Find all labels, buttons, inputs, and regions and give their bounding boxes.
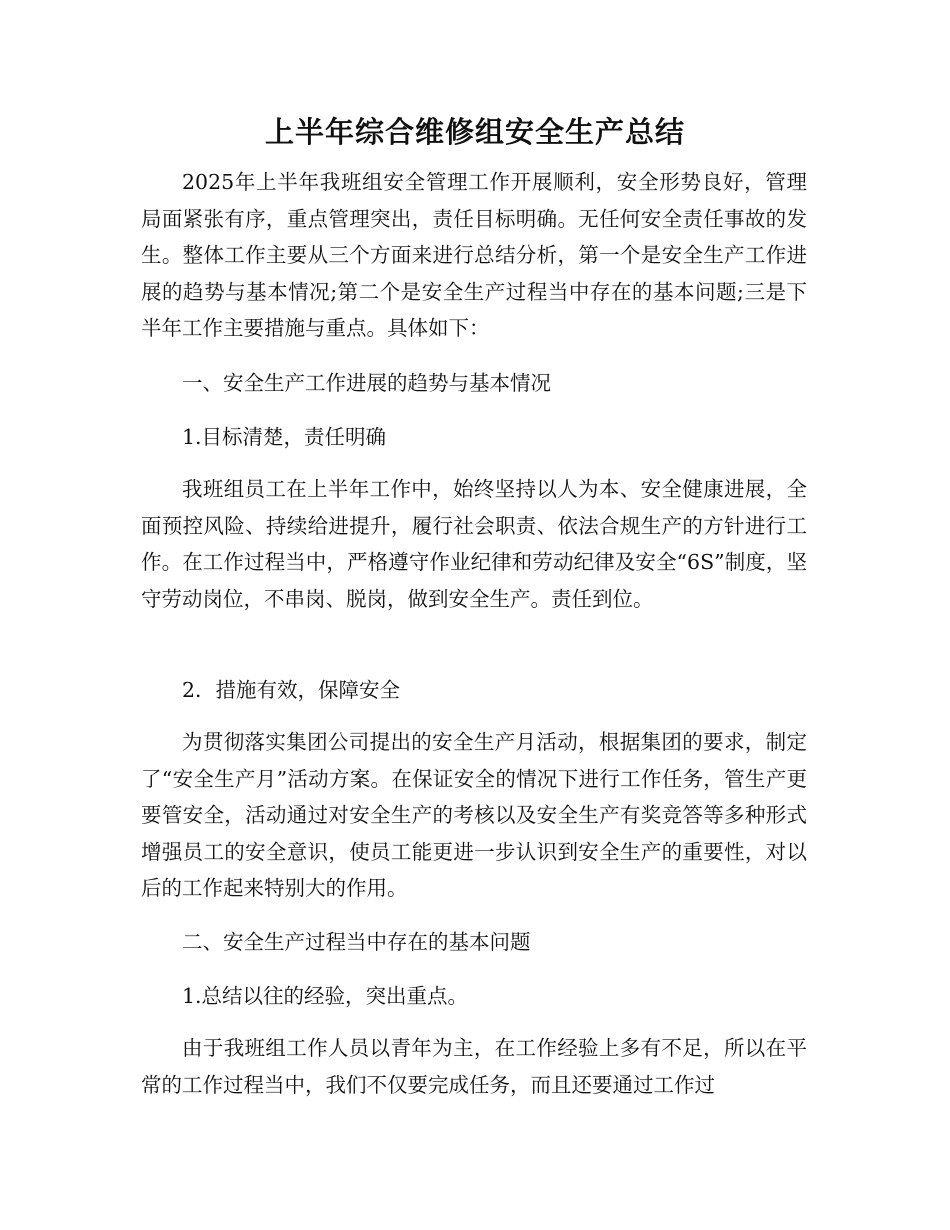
- section-2-heading: 二、安全生产过程当中存在的基本问题: [182, 930, 531, 954]
- section-2-item-1-paragraph: 由于我班组工作人员以青年为主，在工作经验上多有不足，所以在平常的工作过程当中，我们不仅要完成任务，而且还要通过工作过: [141, 1036, 807, 1097]
- intro-paragraph: 2025年上半年我班组安全管理工作开展顺利，安全形势良好，管理局面紧张有序，重点管理突出，责任目标明确。无任何安全责任事故的发生。整体工作主要从三个方面来进行总结分析，第一个是安全生产工作进展的趋势与基本情况;第二个是安全生产过程当中存在的基本问题;三是下半年工作主要措施与重点。具体如下：: [141, 170, 807, 340]
- section-1-item-1-paragraph: 我班组员工在上半年工作中，始终坚持以人为本、安全健康进展，全面预控风险、持续给进提升，履行社会职责、依法合规生产的方针进行工作。在工作过程当中，严格遵守作业纪律和劳动纪律及安全“6S”制度，坚守劳动岗位，不串岗、脱岗，做到安全生产。责任到位。: [141, 477, 807, 611]
- section-1-heading: 一、安全生产工作进展的趋势与基本情况: [182, 371, 551, 395]
- section-1-item-2-heading: 2．措施有效，保障安全: [182, 678, 401, 702]
- section-1-item-1-heading: 1.目标清楚，责任明确: [182, 425, 387, 449]
- section-1-item-2-paragraph: 为贯彻落实集团公司提出的安全生产月活动，根据集团的要求，制定了“安全生产月”活动方案。在保证安全的情况下进行工作任务，管生产更要管安全，活动通过对安全生产的考核以及安全生产有奖竞答等多种形式增强员工的安全意识，使员工能更进一步认识到安全生产的重要性，对以后的工作起来特别大的作用。: [141, 730, 807, 900]
- section-2-item-1-heading: 1.总结以往的经验，突出重点。: [182, 984, 469, 1008]
- document-title: 上半年综合维修组安全生产总结: [264, 115, 685, 149]
